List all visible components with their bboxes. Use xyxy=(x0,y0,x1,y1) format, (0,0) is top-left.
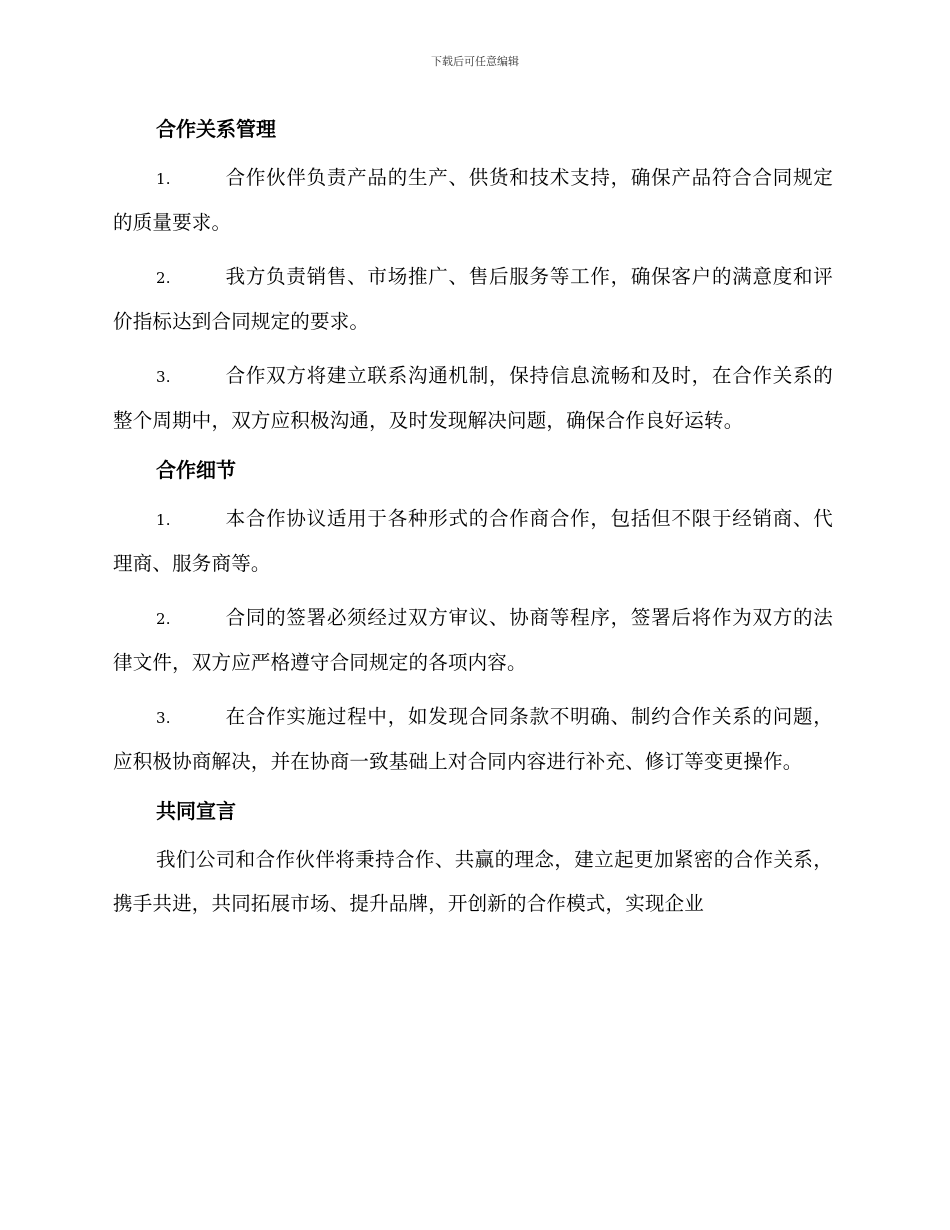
section-title-cooperation-details: 合作细节 xyxy=(156,458,236,482)
item-number: 1. xyxy=(156,511,171,529)
list-item xyxy=(113,596,833,685)
item-text: 合作伙伴负责产品的生产、供货和技术支持，确保产品符合合同规定的质量要求。 xyxy=(113,166,833,234)
section-title-joint-declaration: 共同宣言 xyxy=(156,799,236,823)
list-item xyxy=(113,354,833,443)
list-item xyxy=(113,497,833,586)
item-text: 在合作实施过程中，如发现合同条款不明确、制约合作关系的问题，应积极协商解决，并在协商一致基础上对合同内容进行补充、修订等变更操作。 xyxy=(113,705,833,773)
item-number: 3. xyxy=(156,368,171,386)
item-text: 本合作协议适用于各种形式的合作商合作，包括但不限于经销商、代理商、服务商等。 xyxy=(113,507,833,575)
item-number: 2. xyxy=(156,269,171,287)
item-number: 1. xyxy=(156,170,171,188)
item-text: 合作双方将建立联系沟通机制，保持信息流畅和及时，在合作关系的整个周期中，双方应积极沟通，及时发现解决问题，确保合作良好运转。 xyxy=(113,364,833,432)
list-item xyxy=(113,695,833,784)
list-item xyxy=(113,156,833,245)
declaration-paragraph: 我们公司和合作伙伴将秉持合作、共赢的理念，建立起更加紧密的合作关系，携手共进，共同拓展市场、提升品牌，开创新的合作模式，实现企业 xyxy=(113,848,833,915)
document-body xyxy=(113,112,833,936)
section-title-partnership-management: 合作关系管理 xyxy=(156,117,276,141)
item-text: 我方负责销售、市场推广、售后服务等工作，确保客户的满意度和评价指标达到合同规定的要求。 xyxy=(113,265,833,333)
list-item xyxy=(113,255,833,344)
item-number: 3. xyxy=(156,709,171,727)
page-header: 下载后可任意编辑 xyxy=(431,55,519,68)
item-number: 2. xyxy=(156,610,171,628)
item-text: 合同的签署必须经过双方审议、协商等程序，签署后将作为双方的法律文件，双方应严格遵守合同规定的各项内容。 xyxy=(113,606,833,674)
